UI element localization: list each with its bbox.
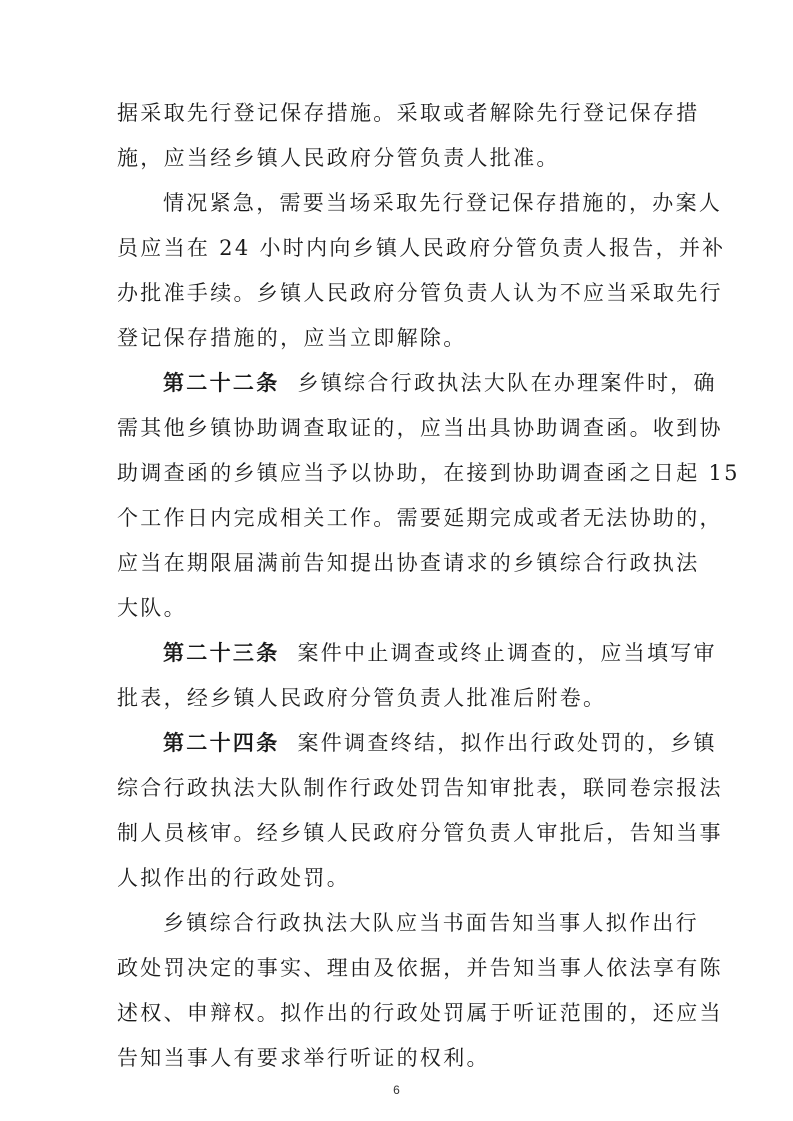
article-23-heading: 第二十三条 [163,641,280,665]
text-line: 办批准手续。乡镇人民政府分管负责人认为不应当采取先行 [117,281,723,305]
text-line: 助调查函的乡镇应当予以协助，在接到协助调查函之日起 15 [117,461,740,485]
article-23-first-line [117,638,717,668]
page-number: 6 [393,1083,400,1097]
text-line: 施，应当经乡镇人民政府分管负责人批准。 [117,146,560,170]
text-line: 人拟作出的行政处罚。 [117,866,350,890]
text-line: 政处罚决定的事实、理由及依据，并告知当事人依法享有陈 [117,956,723,980]
text-line: 员应当在 24 小时内向乡镇人民政府分管负责人报告，并补 [117,236,726,260]
paragraph-first-line: 情况紧急，需要当场采取先行登记保存措施的，办案人 [163,191,723,215]
article-22-text: 乡镇综合行政执法大队在办理案件时，确 [297,371,717,395]
text-line: 制人员核审。经乡镇人民政府分管负责人审批后，告知当事 [117,821,723,845]
text-line: 需其他乡镇协助调查取证的，应当出具协助调查函。收到协 [117,416,723,440]
article-22-first-line [117,368,717,398]
text-line: 述权、申辩权。拟作出的行政处罚属于听证范围的，还应当 [117,1001,723,1025]
article-24-first-line [117,728,717,758]
text-line: 大队。 [117,596,187,620]
article-24-text: 案件调查终结，拟作出行政处罚的，乡镇 [297,731,717,755]
paragraph-first-line: 乡镇综合行政执法大队应当书面告知当事人拟作出行 [163,911,699,935]
article-24-heading: 第二十四条 [163,731,280,755]
text-line: 据采取先行登记保存措施。采取或者解除先行登记保存措 [117,101,700,125]
text-line: 告知当事人有要求举行听证的权利。 [117,1046,490,1070]
text-line: 登记保存措施的，应当立即解除。 [117,326,467,350]
text-line: 个工作日内完成相关工作。需要延期完成或者无法协助的， [117,506,723,530]
text-line: 批表，经乡镇人民政府分管负责人批准后附卷。 [117,686,607,710]
article-23-text: 案件中止调查或终止调查的，应当填写审 [297,641,717,665]
text-line: 应当在期限届满前告知提出协查请求的乡镇综合行政执法 [117,551,700,575]
article-22-heading: 第二十二条 [163,371,280,395]
text-line: 综合行政执法大队制作行政处罚告知审批表，联同卷宗报法 [117,776,723,800]
